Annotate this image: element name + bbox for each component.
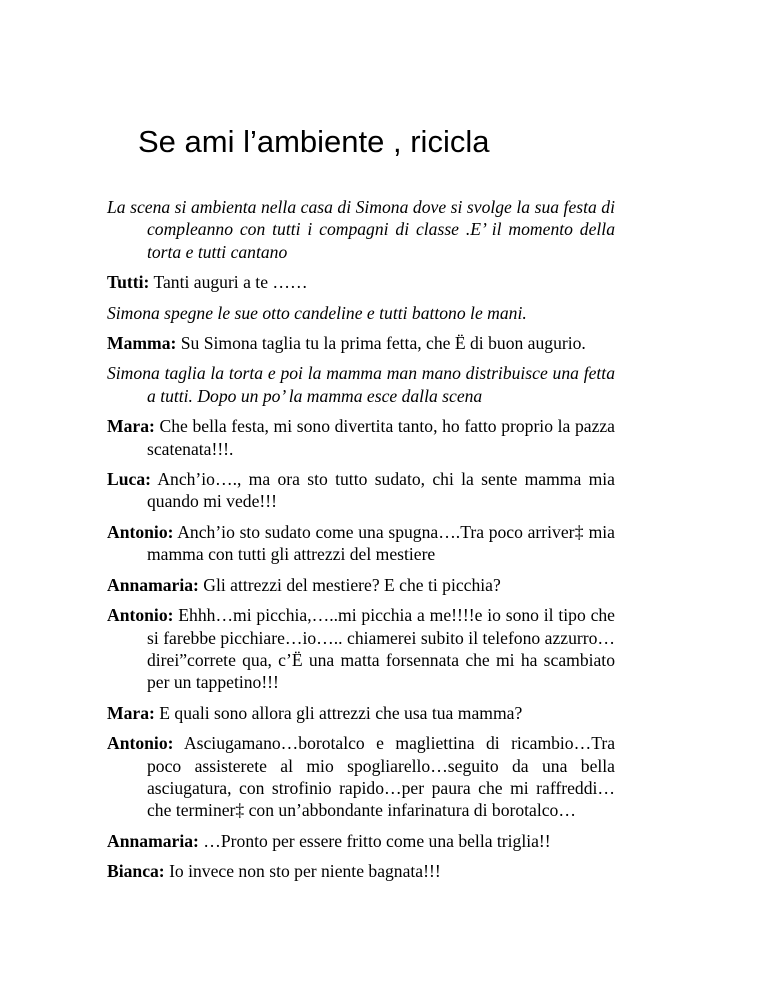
dialogue-line [107, 521, 615, 566]
dialogue-line [107, 574, 615, 596]
dialogue-line [107, 271, 615, 293]
dialogue-text: …Pronto per essere fritto come una bella triglia!! [198, 830, 551, 851]
stage-direction-text: La scena si ambienta nella casa di Simona dove si svolge la sua festa di compleanno con tutti i compagni di classe .E’ il momento della torta e tutti cantano [107, 197, 615, 262]
dialogue-line [107, 415, 615, 460]
stage-direction-text: Simona spegne le sue otto candeline e tutti battono le mani. [107, 302, 527, 323]
stage-direction [107, 302, 615, 324]
dialogue-line [107, 604, 615, 694]
stage-direction [107, 196, 615, 263]
dialogue-text: Che bella festa, mi sono divertita tanto, ho fatto proprio la pazza scatenata!!!. [147, 416, 615, 459]
dialogue-line [107, 732, 615, 822]
dialogue-text: Anch’io…., ma ora sto tutto sudato, chi la sente mamma mia quando mi vede!!! [147, 469, 615, 512]
dialogue-line [107, 332, 615, 354]
dialogue-text: Su Simona taglia tu la prima fetta, che Ë di buon augurio. [176, 333, 586, 354]
speaker-name: Antonio: [107, 733, 174, 754]
stage-direction [107, 362, 615, 407]
speaker-name: Tutti: [107, 272, 150, 293]
dialogue-line [107, 860, 615, 882]
speaker-name: Mara: [107, 702, 155, 723]
speaker-name: Mamma: [107, 333, 177, 354]
dialogue-text: Tanti auguri a te …… [149, 272, 308, 293]
dialogue-text: Gli attrezzi del mestiere? E che ti picchia? [198, 574, 501, 595]
dialogue-text: Anch’io sto sudato come una spugna….Tra poco arriver‡ mia mamma con tutti gli attrezzi del mestiere [147, 521, 615, 565]
stage-direction-text: Simona taglia la torta e poi la mamma man mano distribuisce una fetta a tutti. Dopo un po’ la mamma esce dalla scena [107, 363, 615, 406]
page-title: Se ami l’ambiente , ricicla [138, 124, 490, 159]
speaker-name: Mara: [107, 416, 155, 437]
dialogue-text: Asciugamano…borotalco e magliettina di ricambio…Tra poco assisterete al mio spogliarello…seguito da una bella asciugatura, con strofinio rapido…per paura che mi raffreddi…che terminer‡ con un’abbondante infarinatura di borotalco… [147, 733, 615, 821]
speaker-name: Antonio: [107, 521, 174, 542]
dialogue-text: Io invece non sto per niente bagnata!!! [164, 861, 441, 882]
dialogue-text: Ehhh…mi picchia,…..mi picchia a me!!!!e io sono il tipo che si farebbe picchiare…io….. chiamerei subito il telefono azzurro…direi”correte qua, c’Ë una matta forsennata che mi ha scambiato per un tappetino!!! [147, 605, 615, 693]
dialogue-line [107, 702, 615, 724]
dialogue-line [107, 468, 615, 513]
speaker-name: Bianca: [107, 861, 165, 882]
dialogue-text: E quali sono allora gli attrezzi che usa tua mamma? [154, 702, 523, 723]
speaker-name: Luca: [107, 469, 151, 490]
speaker-name: Annamaria: [107, 830, 199, 851]
dialogue-line [107, 830, 615, 852]
speaker-name: Annamaria: [107, 574, 199, 595]
speaker-name: Antonio: [107, 605, 174, 626]
play-script [107, 196, 615, 891]
